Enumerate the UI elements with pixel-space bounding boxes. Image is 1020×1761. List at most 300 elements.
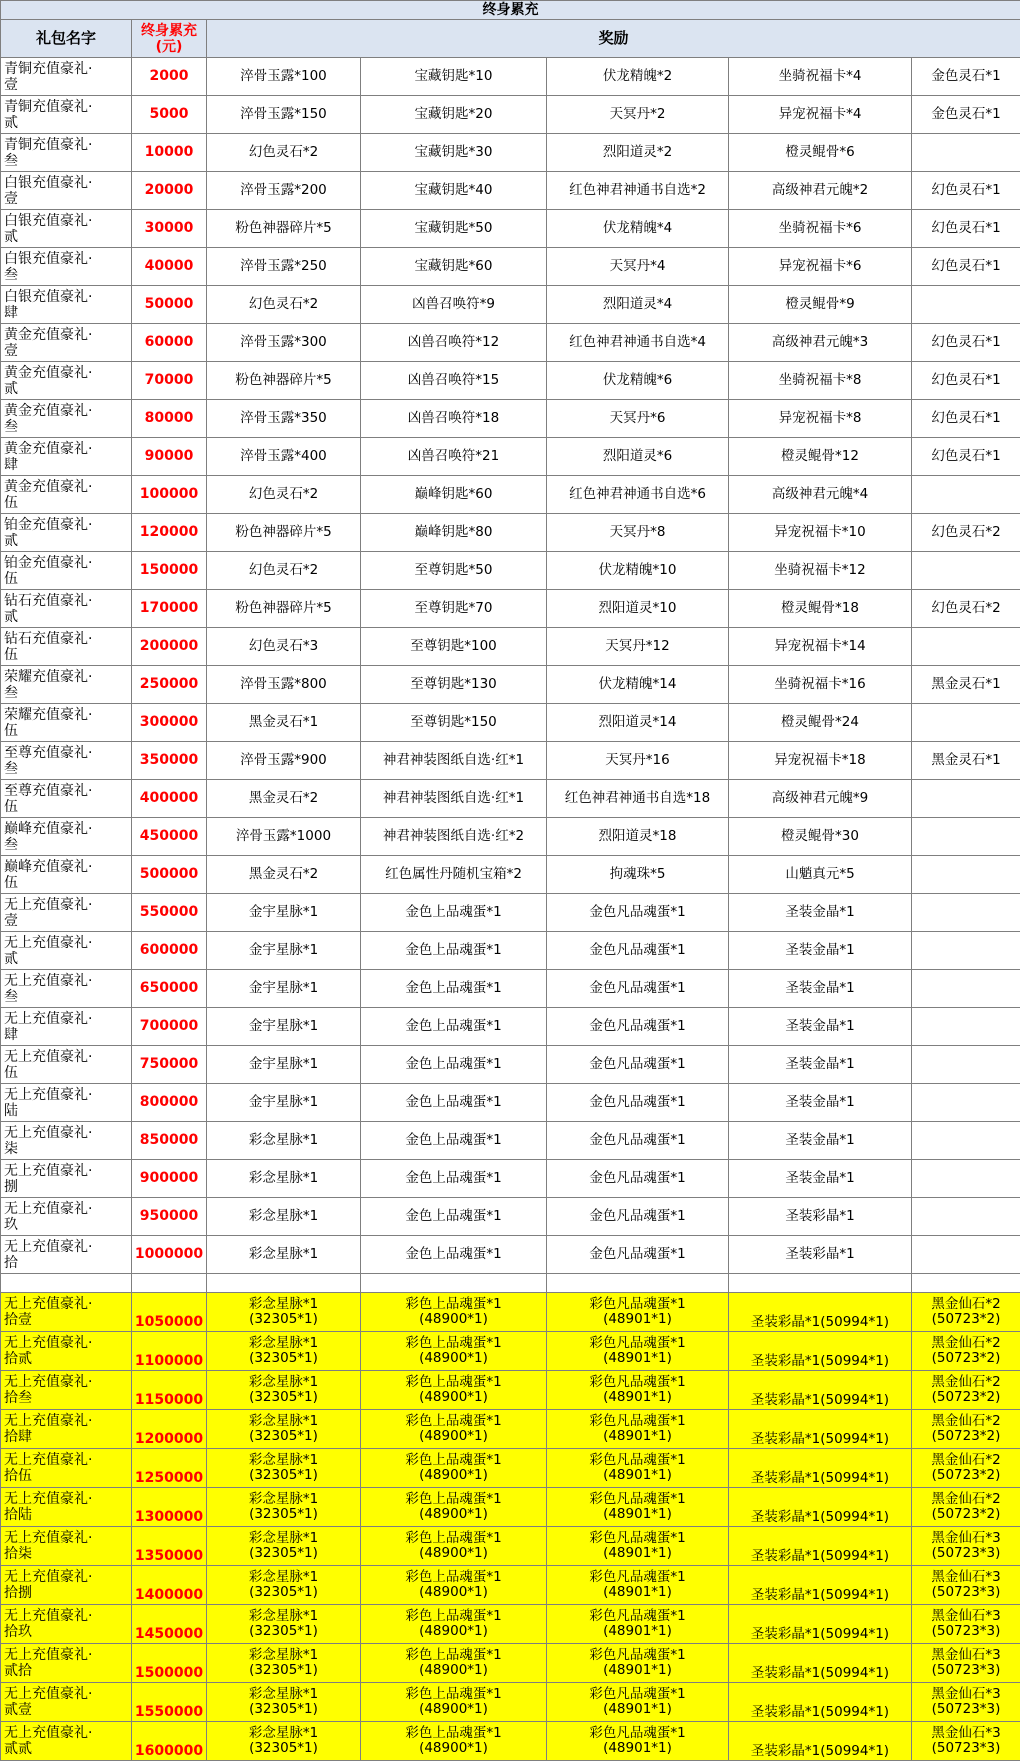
blank-cell	[547, 1274, 729, 1293]
reward-cell: 圣装彩晶*1(50994*1)	[729, 1683, 912, 1722]
reward-cell: 幻色灵石*3	[207, 628, 361, 666]
reward-cell: 圣装彩晶*1(50994*1)	[729, 1644, 912, 1683]
reward-cell: 彩色凡品魂蛋*1 (48901*1)	[547, 1683, 729, 1722]
amount-cell: 90000	[132, 438, 207, 476]
blank-cell	[132, 1274, 207, 1293]
table-row	[1, 1008, 1020, 1046]
reward-cell: 粉色神器碎片*5	[207, 362, 361, 400]
gift-name-cell: 黄金充值豪礼· 肆	[1, 438, 132, 476]
reward-cell: 金色灵石*1	[912, 58, 1020, 96]
gift-name-cell: 钻石充值豪礼· 贰	[1, 590, 132, 628]
reward-cell: 橙灵鲲骨*9	[729, 286, 912, 324]
table-row	[1, 514, 1020, 552]
reward-cell	[912, 1008, 1020, 1046]
table-row	[1, 856, 1020, 894]
reward-cell: 伏龙精魄*6	[547, 362, 729, 400]
reward-cell: 彩色凡品魂蛋*1 (48901*1)	[547, 1722, 729, 1761]
blank-row	[1, 1274, 1020, 1293]
reward-cell: 高级神君元魄*4	[729, 476, 912, 514]
reward-cell	[912, 476, 1020, 514]
reward-cell	[912, 818, 1020, 856]
reward-cell: 坐骑祝福卡*8	[729, 362, 912, 400]
gift-name-cell: 无上充值豪礼· 拾捌	[1, 1566, 132, 1605]
reward-cell: 圣装彩晶*1(50994*1)	[729, 1449, 912, 1488]
gift-name-cell: 至尊充值豪礼· 叁	[1, 742, 132, 780]
reward-cell: 巅峰钥匙*80	[361, 514, 547, 552]
reward-cell: 黑金仙石*2 (50723*2)	[912, 1332, 1020, 1371]
amount-cell: 2000	[132, 58, 207, 96]
reward-cell: 彩色上品魂蛋*1 (48900*1)	[361, 1722, 547, 1761]
reward-cell	[912, 894, 1020, 932]
gift-name-cell: 白银充值豪礼· 叁	[1, 248, 132, 286]
title-row	[1, 1, 1020, 20]
reward-cell: 红色神君神通书自选*2	[547, 172, 729, 210]
reward-cell: 淬骨玉露*250	[207, 248, 361, 286]
reward-cell	[912, 780, 1020, 818]
gift-name-cell: 青铜充值豪礼· 叁	[1, 134, 132, 172]
reward-cell: 淬骨玉露*1000	[207, 818, 361, 856]
table-row	[1, 172, 1020, 210]
reward-cell: 彩念星脉*1 (32305*1)	[207, 1566, 361, 1605]
gift-name-cell: 无上充值豪礼· 捌	[1, 1160, 132, 1198]
reward-cell: 金色凡品魂蛋*1	[547, 1122, 729, 1160]
reward-cell: 彩色凡品魂蛋*1 (48901*1)	[547, 1371, 729, 1410]
reward-cell: 彩色凡品魂蛋*1 (48901*1)	[547, 1644, 729, 1683]
reward-cell: 金色凡品魂蛋*1	[547, 1046, 729, 1084]
table-row	[1, 818, 1020, 856]
reward-cell	[912, 856, 1020, 894]
reward-cell	[912, 1084, 1020, 1122]
gift-name-cell: 无上充值豪礼· 伍	[1, 1046, 132, 1084]
reward-cell: 宝藏钥匙*20	[361, 96, 547, 134]
reward-cell: 至尊钥匙*150	[361, 704, 547, 742]
table-row	[1, 1198, 1020, 1236]
reward-cell: 彩色上品魂蛋*1 (48900*1)	[361, 1449, 547, 1488]
reward-cell: 彩念星脉*1 (32305*1)	[207, 1605, 361, 1644]
table-row	[1, 96, 1020, 134]
reward-cell: 伏龙精魄*10	[547, 552, 729, 590]
table-title: 终身累充	[1, 1, 1020, 20]
reward-cell: 至尊钥匙*100	[361, 628, 547, 666]
table-row	[1, 1527, 1020, 1566]
reward-cell: 黑金灵石*1	[207, 704, 361, 742]
reward-cell: 幻色灵石*2	[912, 514, 1020, 552]
reward-cell: 黑金仙石*3 (50723*3)	[912, 1605, 1020, 1644]
reward-cell: 彩念星脉*1 (32305*1)	[207, 1371, 361, 1410]
reward-cell: 黑金灵石*1	[912, 666, 1020, 704]
reward-cell: 黑金仙石*2 (50723*2)	[912, 1410, 1020, 1449]
reward-cell: 凶兽召唤符*15	[361, 362, 547, 400]
table-row	[1, 134, 1020, 172]
reward-cell: 烈阳道灵*14	[547, 704, 729, 742]
reward-cell: 金色上品魂蛋*1	[361, 1160, 547, 1198]
gift-name-cell: 无上充值豪礼· 拾柒	[1, 1527, 132, 1566]
reward-cell: 幻色灵石*1	[912, 172, 1020, 210]
reward-cell	[912, 970, 1020, 1008]
reward-cell: 宝藏钥匙*50	[361, 210, 547, 248]
reward-cell: 异宠祝福卡*10	[729, 514, 912, 552]
gift-name-cell: 无上充值豪礼· 陆	[1, 1084, 132, 1122]
reward-cell: 至尊钥匙*70	[361, 590, 547, 628]
reward-cell: 高级神君元魄*2	[729, 172, 912, 210]
table-row	[1, 590, 1020, 628]
reward-cell: 金色凡品魂蛋*1	[547, 1198, 729, 1236]
table-row	[1, 1046, 1020, 1084]
reward-cell: 烈阳道灵*2	[547, 134, 729, 172]
reward-cell: 彩色上品魂蛋*1 (48900*1)	[361, 1488, 547, 1527]
reward-cell: 彩色凡品魂蛋*1 (48901*1)	[547, 1566, 729, 1605]
table-row	[1, 1410, 1020, 1449]
amount-cell: 1550000	[132, 1683, 207, 1722]
reward-cell: 粉色神器碎片*5	[207, 514, 361, 552]
gift-name-cell: 无上充值豪礼· 叁	[1, 970, 132, 1008]
reward-cell: 异宠祝福卡*18	[729, 742, 912, 780]
reward-cell: 天冥丹*12	[547, 628, 729, 666]
amount-cell: 1200000	[132, 1410, 207, 1449]
table-row	[1, 286, 1020, 324]
table-row	[1, 1683, 1020, 1722]
reward-cell: 金色上品魂蛋*1	[361, 894, 547, 932]
reward-cell: 圣装金晶*1	[729, 1122, 912, 1160]
amount-cell: 300000	[132, 704, 207, 742]
reward-cell: 幻色灵石*1	[912, 324, 1020, 362]
amount-cell: 1300000	[132, 1488, 207, 1527]
reward-cell	[912, 552, 1020, 590]
reward-cell: 彩念星脉*1 (32305*1)	[207, 1683, 361, 1722]
reward-cell: 神君神装图纸自选·红*1	[361, 742, 547, 780]
header-gift-name: 礼包名字	[1, 20, 132, 58]
reward-cell: 坐骑祝福卡*16	[729, 666, 912, 704]
amount-cell: 80000	[132, 400, 207, 438]
reward-cell: 金色上品魂蛋*1	[361, 1046, 547, 1084]
amount-cell: 20000	[132, 172, 207, 210]
reward-cell: 异宠祝福卡*14	[729, 628, 912, 666]
table-row	[1, 362, 1020, 400]
gift-name-cell: 无上充值豪礼· 拾壹	[1, 1293, 132, 1332]
table-row	[1, 1722, 1020, 1761]
reward-cell: 金色凡品魂蛋*1	[547, 1160, 729, 1198]
amount-cell: 1500000	[132, 1644, 207, 1683]
reward-cell: 彩色上品魂蛋*1 (48900*1)	[361, 1683, 547, 1722]
table-row	[1, 742, 1020, 780]
reward-cell: 伏龙精魄*14	[547, 666, 729, 704]
amount-cell: 1150000	[132, 1371, 207, 1410]
gift-name-cell: 无上充值豪礼· 拾陆	[1, 1488, 132, 1527]
header-reward: 奖励	[207, 20, 1020, 58]
amount-cell: 1400000	[132, 1566, 207, 1605]
table-row	[1, 628, 1020, 666]
reward-cell: 圣装金晶*1	[729, 1046, 912, 1084]
reward-cell: 金色凡品魂蛋*1	[547, 1008, 729, 1046]
amount-cell: 30000	[132, 210, 207, 248]
reward-cell: 圣装金晶*1	[729, 932, 912, 970]
table-row	[1, 1084, 1020, 1122]
gift-name-cell: 无上充值豪礼· 玖	[1, 1198, 132, 1236]
reward-cell: 红色神君神通书自选*4	[547, 324, 729, 362]
reward-cell: 圣装彩晶*1(50994*1)	[729, 1371, 912, 1410]
reward-cell: 彩色上品魂蛋*1 (48900*1)	[361, 1371, 547, 1410]
reward-cell: 圣装彩晶*1(50994*1)	[729, 1410, 912, 1449]
blank-cell	[729, 1274, 912, 1293]
gift-name-cell: 黄金充值豪礼· 贰	[1, 362, 132, 400]
amount-cell: 40000	[132, 248, 207, 286]
reward-cell: 黑金仙石*2 (50723*2)	[912, 1488, 1020, 1527]
reward-cell: 神君神装图纸自选·红*2	[361, 818, 547, 856]
table-row	[1, 1449, 1020, 1488]
reward-cell: 宝藏钥匙*30	[361, 134, 547, 172]
reward-cell	[912, 704, 1020, 742]
reward-cell: 彩色凡品魂蛋*1 (48901*1)	[547, 1410, 729, 1449]
gift-name-cell: 白银充值豪礼· 壹	[1, 172, 132, 210]
reward-cell: 天冥丹*4	[547, 248, 729, 286]
reward-cell: 异宠祝福卡*8	[729, 400, 912, 438]
amount-cell: 50000	[132, 286, 207, 324]
reward-cell: 粉色神器碎片*5	[207, 590, 361, 628]
header-lifetime-total: 终身累充 (元)	[132, 20, 207, 58]
reward-cell: 彩念星脉*1	[207, 1160, 361, 1198]
reward-cell: 金宇星脉*1	[207, 970, 361, 1008]
table-row	[1, 932, 1020, 970]
amount-cell: 70000	[132, 362, 207, 400]
reward-cell: 宝藏钥匙*10	[361, 58, 547, 96]
table-row	[1, 1566, 1020, 1605]
table-row	[1, 1488, 1020, 1527]
reward-cell: 异宠祝福卡*6	[729, 248, 912, 286]
table-row	[1, 780, 1020, 818]
reward-cell: 红色属性丹随机宝箱*2	[361, 856, 547, 894]
gift-name-cell: 无上充值豪礼· 壹	[1, 894, 132, 932]
reward-cell: 彩色上品魂蛋*1 (48900*1)	[361, 1410, 547, 1449]
table-row	[1, 476, 1020, 514]
reward-cell: 彩念星脉*1	[207, 1198, 361, 1236]
reward-cell: 彩念星脉*1 (32305*1)	[207, 1644, 361, 1683]
reward-cell: 圣装金晶*1	[729, 1160, 912, 1198]
amount-cell: 700000	[132, 1008, 207, 1046]
gift-name-cell: 黄金充值豪礼· 壹	[1, 324, 132, 362]
gift-name-cell: 至尊充值豪礼· 伍	[1, 780, 132, 818]
blank-cell	[361, 1274, 547, 1293]
reward-cell: 异宠祝福卡*4	[729, 96, 912, 134]
amount-cell: 750000	[132, 1046, 207, 1084]
reward-cell	[912, 1236, 1020, 1274]
amount-cell: 1000000	[132, 1236, 207, 1274]
reward-cell: 圣装金晶*1	[729, 970, 912, 1008]
reward-cell: 伏龙精魄*4	[547, 210, 729, 248]
reward-cell: 金色凡品魂蛋*1	[547, 894, 729, 932]
reward-cell: 凶兽召唤符*21	[361, 438, 547, 476]
reward-cell: 金色凡品魂蛋*1	[547, 1084, 729, 1122]
gift-name-cell: 无上充值豪礼· 贰拾	[1, 1644, 132, 1683]
reward-cell: 金宇星脉*1	[207, 1046, 361, 1084]
reward-cell: 淬骨玉露*200	[207, 172, 361, 210]
reward-cell: 橙灵鲲骨*18	[729, 590, 912, 628]
amount-cell: 120000	[132, 514, 207, 552]
table-row	[1, 704, 1020, 742]
amount-cell: 10000	[132, 134, 207, 172]
reward-cell: 金宇星脉*1	[207, 894, 361, 932]
reward-cell: 神君神装图纸自选·红*1	[361, 780, 547, 818]
reward-cell: 幻色灵石*1	[912, 438, 1020, 476]
gift-name-cell: 青铜充值豪礼· 壹	[1, 58, 132, 96]
gift-name-cell: 黄金充值豪礼· 伍	[1, 476, 132, 514]
reward-cell: 圣装金晶*1	[729, 894, 912, 932]
reward-cell: 彩念星脉*1 (32305*1)	[207, 1488, 361, 1527]
reward-cell: 坐骑祝福卡*12	[729, 552, 912, 590]
reward-cell: 烈阳道灵*6	[547, 438, 729, 476]
amount-cell: 350000	[132, 742, 207, 780]
reward-cell: 粉色神器碎片*5	[207, 210, 361, 248]
gift-name-cell: 巅峰充值豪礼· 叁	[1, 818, 132, 856]
table-row	[1, 438, 1020, 476]
reward-cell: 彩念星脉*1	[207, 1122, 361, 1160]
reward-cell: 淬骨玉露*400	[207, 438, 361, 476]
reward-cell: 金色上品魂蛋*1	[361, 970, 547, 1008]
reward-cell: 宝藏钥匙*60	[361, 248, 547, 286]
reward-cell: 彩色凡品魂蛋*1 (48901*1)	[547, 1449, 729, 1488]
reward-cell: 彩念星脉*1 (32305*1)	[207, 1332, 361, 1371]
reward-cell: 黑金灵石*2	[207, 856, 361, 894]
amount-cell: 850000	[132, 1122, 207, 1160]
reward-cell: 金色上品魂蛋*1	[361, 1084, 547, 1122]
table-row	[1, 666, 1020, 704]
reward-cell: 幻色灵石*1	[912, 248, 1020, 286]
amount-cell: 650000	[132, 970, 207, 1008]
reward-cell: 圣装彩晶*1(50994*1)	[729, 1527, 912, 1566]
table-row	[1, 400, 1020, 438]
amount-cell: 100000	[132, 476, 207, 514]
reward-cell: 圣装彩晶*1	[729, 1198, 912, 1236]
reward-cell: 金色上品魂蛋*1	[361, 932, 547, 970]
reward-cell: 彩色上品魂蛋*1 (48900*1)	[361, 1332, 547, 1371]
reward-cell: 黑金仙石*3 (50723*3)	[912, 1644, 1020, 1683]
amount-cell: 250000	[132, 666, 207, 704]
reward-cell: 金色凡品魂蛋*1	[547, 1236, 729, 1274]
amount-cell: 600000	[132, 932, 207, 970]
reward-cell: 黑金仙石*2 (50723*2)	[912, 1371, 1020, 1410]
reward-cell: 淬骨玉露*100	[207, 58, 361, 96]
reward-cell: 黑金仙石*3 (50723*3)	[912, 1527, 1020, 1566]
reward-cell: 烈阳道灵*18	[547, 818, 729, 856]
blank-cell	[207, 1274, 361, 1293]
reward-cell	[912, 1122, 1020, 1160]
reward-cell: 圣装彩晶*1	[729, 1236, 912, 1274]
reward-cell: 黑金灵石*1	[912, 742, 1020, 780]
reward-cell: 金色凡品魂蛋*1	[547, 970, 729, 1008]
reward-cell: 圣装金晶*1	[729, 1084, 912, 1122]
reward-cell: 黑金灵石*2	[207, 780, 361, 818]
table-row	[1, 58, 1020, 96]
reward-cell: 彩色凡品魂蛋*1 (48901*1)	[547, 1527, 729, 1566]
reward-cell: 巅峰钥匙*60	[361, 476, 547, 514]
reward-cell: 彩色凡品魂蛋*1 (48901*1)	[547, 1488, 729, 1527]
reward-cell: 幻色灵石*2	[207, 286, 361, 324]
gift-name-cell: 无上充值豪礼· 拾	[1, 1236, 132, 1274]
reward-cell: 淬骨玉露*150	[207, 96, 361, 134]
reward-cell	[912, 932, 1020, 970]
reward-cell: 圣装彩晶*1(50994*1)	[729, 1605, 912, 1644]
gift-name-cell: 无上充值豪礼· 贰贰	[1, 1722, 132, 1761]
reward-cell: 金色灵石*1	[912, 96, 1020, 134]
reward-cell: 伏龙精魄*2	[547, 58, 729, 96]
gift-name-cell: 无上充值豪礼· 肆	[1, 1008, 132, 1046]
amount-cell: 60000	[132, 324, 207, 362]
amount-cell: 450000	[132, 818, 207, 856]
reward-cell: 彩念星脉*1 (32305*1)	[207, 1527, 361, 1566]
reward-cell: 幻色灵石*2	[207, 552, 361, 590]
gift-name-cell: 铂金充值豪礼· 贰	[1, 514, 132, 552]
reward-cell: 天冥丹*2	[547, 96, 729, 134]
reward-cell: 彩念星脉*1 (32305*1)	[207, 1410, 361, 1449]
reward-cell: 金宇星脉*1	[207, 1084, 361, 1122]
gift-name-cell: 白银充值豪礼· 贰	[1, 210, 132, 248]
reward-cell: 黑金仙石*3 (50723*3)	[912, 1683, 1020, 1722]
reward-cell: 烈阳道灵*10	[547, 590, 729, 628]
reward-cell: 高级神君元魄*3	[729, 324, 912, 362]
table-row	[1, 970, 1020, 1008]
reward-cell: 坐骑祝福卡*6	[729, 210, 912, 248]
gift-name-cell: 无上充值豪礼· 拾伍	[1, 1449, 132, 1488]
amount-cell: 1450000	[132, 1605, 207, 1644]
reward-cell: 天冥丹*8	[547, 514, 729, 552]
amount-cell: 150000	[132, 552, 207, 590]
amount-cell: 1100000	[132, 1332, 207, 1371]
reward-cell: 幻色灵石*2	[912, 590, 1020, 628]
table-row	[1, 248, 1020, 286]
reward-cell: 幻色灵石*2	[207, 476, 361, 514]
reward-cell: 黑金仙石*2 (50723*2)	[912, 1449, 1020, 1488]
reward-cell: 幻色灵石*1	[912, 400, 1020, 438]
reward-cell: 黑金仙石*2 (50723*2)	[912, 1293, 1020, 1332]
table-row	[1, 1160, 1020, 1198]
reward-cell: 淬骨玉露*900	[207, 742, 361, 780]
amount-cell: 900000	[132, 1160, 207, 1198]
reward-cell: 彩色上品魂蛋*1 (48900*1)	[361, 1527, 547, 1566]
reward-cell: 山魈真元*5	[729, 856, 912, 894]
reward-cell: 高级神君元魄*9	[729, 780, 912, 818]
reward-cell: 金色上品魂蛋*1	[361, 1008, 547, 1046]
gift-name-cell: 无上充值豪礼· 柒	[1, 1122, 132, 1160]
table-row	[1, 324, 1020, 362]
reward-cell: 橙灵鲲骨*12	[729, 438, 912, 476]
reward-cell: 天冥丹*16	[547, 742, 729, 780]
reward-cell: 彩色上品魂蛋*1 (48900*1)	[361, 1566, 547, 1605]
reward-cell: 拘魂珠*5	[547, 856, 729, 894]
reward-cell: 彩色上品魂蛋*1 (48900*1)	[361, 1644, 547, 1683]
blank-cell	[1, 1274, 132, 1293]
table-row	[1, 1122, 1020, 1160]
reward-cell	[912, 134, 1020, 172]
blank-cell	[912, 1274, 1020, 1293]
reward-cell: 幻色灵石*2	[207, 134, 361, 172]
reward-cell: 橙灵鲲骨*24	[729, 704, 912, 742]
reward-cell: 彩色上品魂蛋*1 (48900*1)	[361, 1605, 547, 1644]
reward-cell: 淬骨玉露*350	[207, 400, 361, 438]
reward-cell: 金色上品魂蛋*1	[361, 1122, 547, 1160]
table-row	[1, 1236, 1020, 1274]
amount-cell: 1250000	[132, 1449, 207, 1488]
amount-cell: 550000	[132, 894, 207, 932]
gift-name-cell: 无上充值豪礼· 拾叁	[1, 1371, 132, 1410]
amount-cell: 1350000	[132, 1527, 207, 1566]
gift-name-cell: 青铜充值豪礼· 贰	[1, 96, 132, 134]
reward-cell	[912, 628, 1020, 666]
amount-cell: 500000	[132, 856, 207, 894]
reward-cell: 宝藏钥匙*40	[361, 172, 547, 210]
reward-cell: 至尊钥匙*130	[361, 666, 547, 704]
amount-cell: 1600000	[132, 1722, 207, 1761]
amount-cell: 200000	[132, 628, 207, 666]
gift-name-cell: 荣耀充值豪礼· 叁	[1, 666, 132, 704]
